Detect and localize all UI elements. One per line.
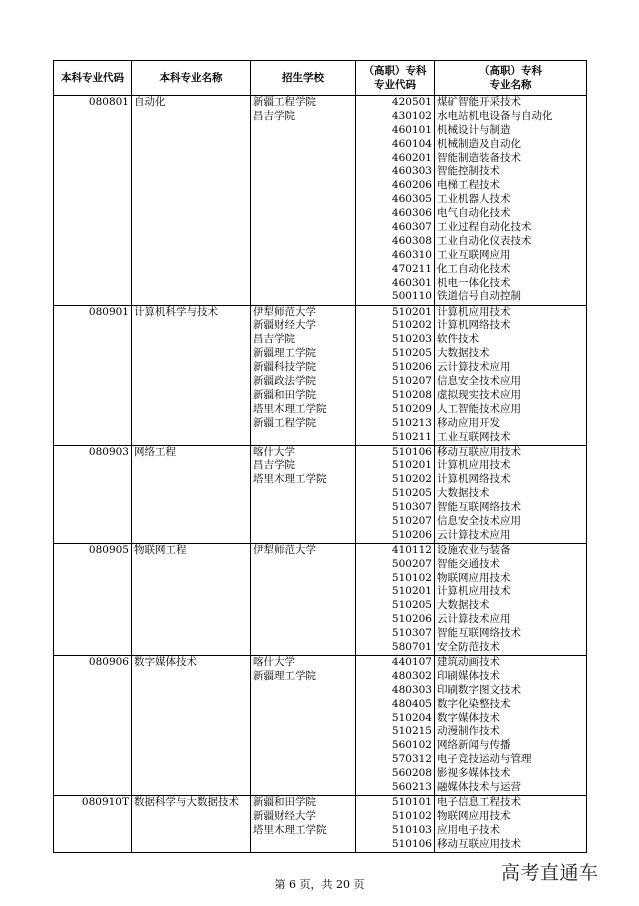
voc-major-code: 510207 [391,514,432,527]
table-row [54,96,587,306]
voc-major-name: 移动互联应用技术 [437,445,521,458]
voc-major-name: 印刷媒体技术 [437,669,500,682]
voc-major-code: 410112 [391,543,432,556]
table-row [54,305,587,445]
undergrad-name: 数据科学与大数据技术 [134,795,239,808]
voc-major-name: 云计算技术应用 [437,361,511,374]
school-name: 塔里木理工学院 [253,823,327,836]
undergrad-name: 网络工程 [134,445,176,458]
voc-major-code: 460206 [391,179,432,192]
undergrad-code: 080801 [88,96,129,108]
voc-major-code: 460308 [391,234,432,247]
school-name: 喀什大学 [253,445,295,458]
voc-name-cell [435,305,587,445]
voc-major-name: 计算机应用技术 [437,585,511,598]
voc-code-cell [356,543,435,655]
majors-table [53,60,587,853]
table-row [54,795,587,852]
voc-major-code: 510203 [391,333,432,346]
voc-major-name: 工业过程自动化技术 [437,221,532,234]
school-name: 塔里木理工学院 [253,473,327,486]
voc-major-code: 460303 [391,165,432,178]
voc-major-name: 印刷数字图文技术 [437,683,521,696]
school-name: 新疆和田学院 [253,795,316,808]
voc-major-name: 物联网应用技术 [437,571,511,584]
watermark-text: 高考直通车 [501,862,599,884]
undergrad-name-cell [132,305,251,445]
voc-major-name: 大数据技术 [437,487,490,500]
voc-major-name: 工业机器人技术 [437,193,511,206]
undergrad-code-cell [54,445,132,543]
undergrad-code: 080906 [88,655,129,668]
voc-major-code: 510206 [391,613,432,626]
voc-major-code: 510101 [391,795,432,808]
voc-major-name: 人工智能技术应用 [437,402,521,415]
table-row [54,445,587,543]
voc-major-name: 信息安全技术应用 [437,514,521,527]
page-footer: 第 6 页，共 20 页 [274,878,365,891]
voc-major-code: 500110 [391,290,432,303]
voc-major-code: 460101 [391,123,432,136]
voc-major-code: 460104 [391,137,432,150]
voc-major-code: 460310 [391,248,432,261]
voc-major-code: 510207 [391,374,432,387]
undergrad-name: 计算机科学与技术 [134,305,218,318]
voc-major-code: 560208 [391,767,432,780]
voc-major-code: 510307 [391,501,432,514]
schools-cell [251,543,356,655]
voc-major-name: 水电站机电设备与自动化 [437,109,553,122]
voc-major-name: 电子信息工程技术 [437,795,521,808]
voc-major-code: 460306 [391,207,432,220]
voc-major-name: 融媒体技术与运营 [437,781,521,793]
voc-major-name: 网络新闻与传播 [437,739,511,752]
schools-cell [251,445,356,543]
voc-code-cell [356,445,435,543]
voc-major-code: 510102 [391,571,432,584]
voc-major-code: 460305 [391,193,432,206]
voc-major-name: 煤矿智能开采技术 [437,96,521,108]
undergrad-name: 数字媒体技术 [134,655,197,668]
voc-major-code: 510211 [391,430,432,443]
undergrad-name-cell [132,543,251,655]
voc-major-name: 机械制造及自动化 [437,137,521,150]
voc-major-code: 430102 [391,109,432,122]
voc-major-code: 460301 [391,276,432,289]
school-name: 伊犁师范大学 [253,305,316,318]
voc-major-code: 570312 [391,753,432,766]
undergrad-name: 物联网工程 [134,543,187,556]
voc-major-code: 510102 [391,809,432,822]
voc-major-name: 工业互联网技术 [437,430,511,443]
voc-name-cell [435,543,587,655]
school-name: 喀什大学 [253,655,295,668]
voc-major-code: 460201 [391,151,432,164]
voc-major-code: 480405 [391,697,432,710]
voc-code-cell [356,305,435,445]
voc-major-name: 机械设计与制造 [437,123,511,136]
voc-major-code: 510205 [391,487,432,500]
voc-code-cell [356,795,435,852]
school-name: 昌吉学院 [253,109,295,122]
voc-major-name: 数字化染整技术 [437,697,511,710]
voc-major-code: 510204 [391,711,432,724]
voc-name-cell [435,96,587,306]
schools-cell [251,96,356,306]
voc-major-name: 动漫制作技术 [437,725,500,738]
voc-major-name: 电气自动化技术 [437,207,511,220]
table-row [54,655,587,795]
header-undergrad-code: 本科专业代码 [54,61,132,96]
voc-major-name: 智能制造装备技术 [437,151,521,164]
header-voc-code-line1: （高职）专科 [363,65,427,77]
voc-major-code: 510106 [391,837,432,850]
undergrad-code: 080901 [88,305,129,318]
school-name: 新疆工程学院 [253,416,316,429]
voc-major-name: 数字媒体技术 [437,711,500,724]
voc-major-name: 建筑动画技术 [437,655,500,668]
voc-major-code: 510215 [391,725,432,738]
undergrad-name-cell [132,445,251,543]
header-voc-name-line2: 专业名称 [489,79,532,91]
voc-code-cell [356,655,435,795]
voc-major-name: 云计算技术应用 [437,528,511,541]
voc-major-name: 电梯工程技术 [437,179,500,192]
voc-major-code: 480303 [391,683,432,696]
table-row [54,543,587,655]
undergrad-code-cell [54,305,132,445]
voc-major-name: 移动互联应用技术 [437,837,521,850]
voc-major-code: 470211 [391,262,432,275]
voc-major-name: 应用电子技术 [437,823,500,836]
voc-major-name: 智能交通技术 [437,557,500,570]
voc-major-code: 510201 [391,585,432,598]
header-schools: 招生学校 [251,61,356,96]
voc-major-name: 影视多媒体技术 [437,767,511,780]
voc-major-name: 智能互联网络技术 [437,627,521,640]
voc-major-code: 510206 [391,361,432,374]
voc-major-name: 机电一体化技术 [437,276,511,289]
voc-major-code: 510209 [391,402,432,415]
voc-major-name: 计算机网络技术 [437,319,511,332]
school-name: 新疆政法学院 [253,374,316,387]
schools-cell [251,655,356,795]
voc-major-name: 云计算技术应用 [437,613,511,626]
school-name: 塔里木理工学院 [253,402,327,415]
voc-major-code: 510202 [391,319,432,332]
voc-major-code: 510208 [391,388,432,401]
voc-major-name: 计算机应用技术 [437,459,511,472]
undergrad-name: 自动化 [134,96,166,108]
voc-major-name: 信息安全技术应用 [437,374,521,387]
voc-major-name: 计算机应用技术 [437,305,511,318]
voc-major-code: 510202 [391,473,432,486]
voc-major-code: 510307 [391,627,432,640]
undergrad-code: 080905 [88,543,129,556]
school-name: 新疆财经大学 [253,809,316,822]
voc-major-name: 设施农业与装备 [437,543,511,556]
voc-major-name: 智能控制技术 [437,165,500,178]
voc-major-code: 510201 [391,305,432,318]
voc-major-code: 510103 [391,823,432,836]
undergrad-name-cell [132,795,251,852]
undergrad-name-cell [132,655,251,795]
voc-major-code: 440107 [391,655,432,668]
voc-name-cell [435,655,587,795]
header-voc-name-line1: （高职）专科 [479,65,542,77]
voc-major-name: 虚拟现实技术应用 [437,388,521,401]
undergrad-code-cell [54,543,132,655]
header-voc-code-line2: 专业代码 [374,79,416,91]
school-name: 新疆科技学院 [253,361,316,374]
voc-name-cell [435,795,587,852]
voc-major-name: 大数据技术 [437,599,490,612]
voc-major-code: 580701 [391,641,432,654]
voc-major-code: 510201 [391,459,432,472]
voc-major-name: 工业互联网应用 [437,248,511,261]
voc-major-code: 510206 [391,528,432,541]
voc-code-cell [356,96,435,306]
voc-major-code: 510106 [391,445,432,458]
school-name: 新疆工程学院 [253,96,316,108]
voc-major-code: 510205 [391,347,432,360]
undergrad-code-cell [54,96,132,306]
undergrad-code: 080910T [81,795,129,808]
school-name: 新疆和田学院 [253,388,316,401]
voc-name-cell [435,445,587,543]
voc-major-code: 510213 [391,416,432,429]
school-name: 伊犁师范大学 [253,543,316,556]
voc-major-name: 软件技术 [437,333,479,346]
voc-major-name: 电子竞技运动与管理 [437,753,532,766]
school-name: 新疆财经大学 [253,319,316,332]
voc-major-code: 460307 [391,221,432,234]
voc-major-name: 安全防范技术 [437,641,500,654]
school-name: 昌吉学院 [253,459,295,472]
schools-cell [251,795,356,852]
voc-major-code: 480302 [391,669,432,682]
school-name: 昌吉学院 [253,333,295,346]
undergrad-code-cell [54,795,132,852]
header-voc-code [356,61,435,96]
table-header-row [54,61,587,96]
voc-major-name: 工业自动化仪表技术 [437,234,532,247]
undergrad-code: 080903 [88,445,129,458]
voc-major-name: 物联网应用技术 [437,809,511,822]
header-undergrad-name: 本科专业名称 [132,61,251,96]
voc-major-code: 560213 [391,781,432,793]
undergrad-name-cell [132,96,251,306]
voc-major-name: 铁道信号自动控制 [437,290,521,303]
voc-major-code: 510205 [391,599,432,612]
voc-major-code: 560102 [391,739,432,752]
voc-major-name: 大数据技术 [437,347,490,360]
voc-major-code: 500207 [391,557,432,570]
voc-major-name: 智能互联网络技术 [437,501,521,514]
voc-major-name: 计算机网络技术 [437,473,511,486]
voc-major-name: 化工自动化技术 [437,262,511,275]
undergrad-code-cell [54,655,132,795]
school-name: 新疆理工学院 [253,669,316,682]
voc-major-name: 移动应用开发 [437,416,500,429]
schools-cell [251,305,356,445]
header-voc-name [435,61,587,96]
voc-major-code: 420501 [391,96,432,108]
school-name: 新疆理工学院 [253,347,316,360]
